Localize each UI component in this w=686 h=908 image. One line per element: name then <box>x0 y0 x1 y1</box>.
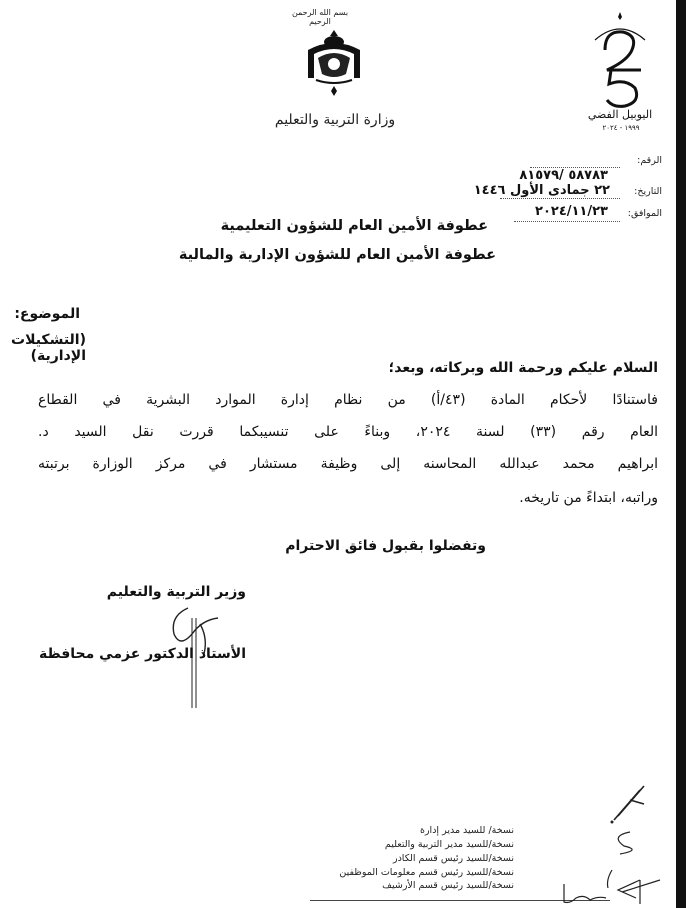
closing: وتفضلوا بقبول فائق الاحترام <box>285 538 486 554</box>
initials-scribble-icon <box>600 780 670 905</box>
corresponding-value: ٢٠٢٤/١١/٢٣ <box>535 204 608 219</box>
jubilee-years: ١٩٩٩ - ٢٠٢٤ <box>602 124 640 132</box>
number-label: الرقم: <box>637 155 662 166</box>
scan-border <box>676 0 686 908</box>
signature-title: وزير التربية والتعليم <box>106 584 246 600</box>
footer-scribble-icon <box>560 880 610 904</box>
greeting: السلام عليكم ورحمة الله وبركاته، وبعد؛ <box>388 360 658 376</box>
date-dots <box>500 198 620 199</box>
body-line-1: فاستنادًا لأحكام المادة (٤٣/أ) من نظام إدارة الموارد البشرية في القطاع <box>38 392 658 408</box>
addressee-2: عطوفة الأمين العام للشؤون الإدارية والمالية <box>178 247 496 263</box>
copy-1: نسخة/ للسيد مدير إدارة <box>419 825 514 836</box>
copy-3: نسخة/للسيد رئيس قسم الكادر <box>392 853 514 864</box>
date-label: التاريخ: <box>634 186 662 197</box>
corresponding-label: الموافق: <box>627 208 662 219</box>
subject-value: (التشكيلات الإدارية) <box>11 332 86 364</box>
signature-name: الأستاذ الدكتور عزمي محافظة <box>38 646 246 662</box>
copy-4: نسخة/للسيد رئيس قسم معلومات الموظفين <box>339 867 514 878</box>
copy-5: نسخة/للسيد رئيس قسم الأرشيف <box>382 880 514 891</box>
number-value: ٥٨٧٨٣ /٨١٥٧٩ <box>519 168 608 183</box>
jubilee-25-logo-icon <box>585 10 655 110</box>
ministry-name-logo: وزارة التربية والتعليم <box>274 112 396 128</box>
body-line-3: ابراهيم محمد عبدالله المحاسنه إلى وظيفة مستشار في مركز الوزارة برتبته <box>38 456 658 472</box>
body-line-4: وراتبه، ابتداءً من تاريخه. <box>519 490 658 506</box>
date-value: ٢٢ جمادى الأول ١٤٤٦ <box>473 183 610 198</box>
subject-label: الموضوع: <box>14 306 80 322</box>
corresponding-dots <box>514 221 620 222</box>
copy-2: نسخة/للسيد مدير التربية والتعليم <box>384 839 514 850</box>
addressee-1: عطوفة الأمين العام للشؤون التعليمية <box>220 218 488 234</box>
body-line-2: العام رقم (٣٣) لسنة ٢٠٢٤، وبناءً على تنسيبكما قررت نقل السيد د. <box>38 424 658 440</box>
jubilee-logo-text: اليوبيل الفضي <box>587 108 653 121</box>
coat-of-arms-icon <box>302 28 366 98</box>
basmala: بسم الله الرحمن الرحيم <box>291 8 349 26</box>
